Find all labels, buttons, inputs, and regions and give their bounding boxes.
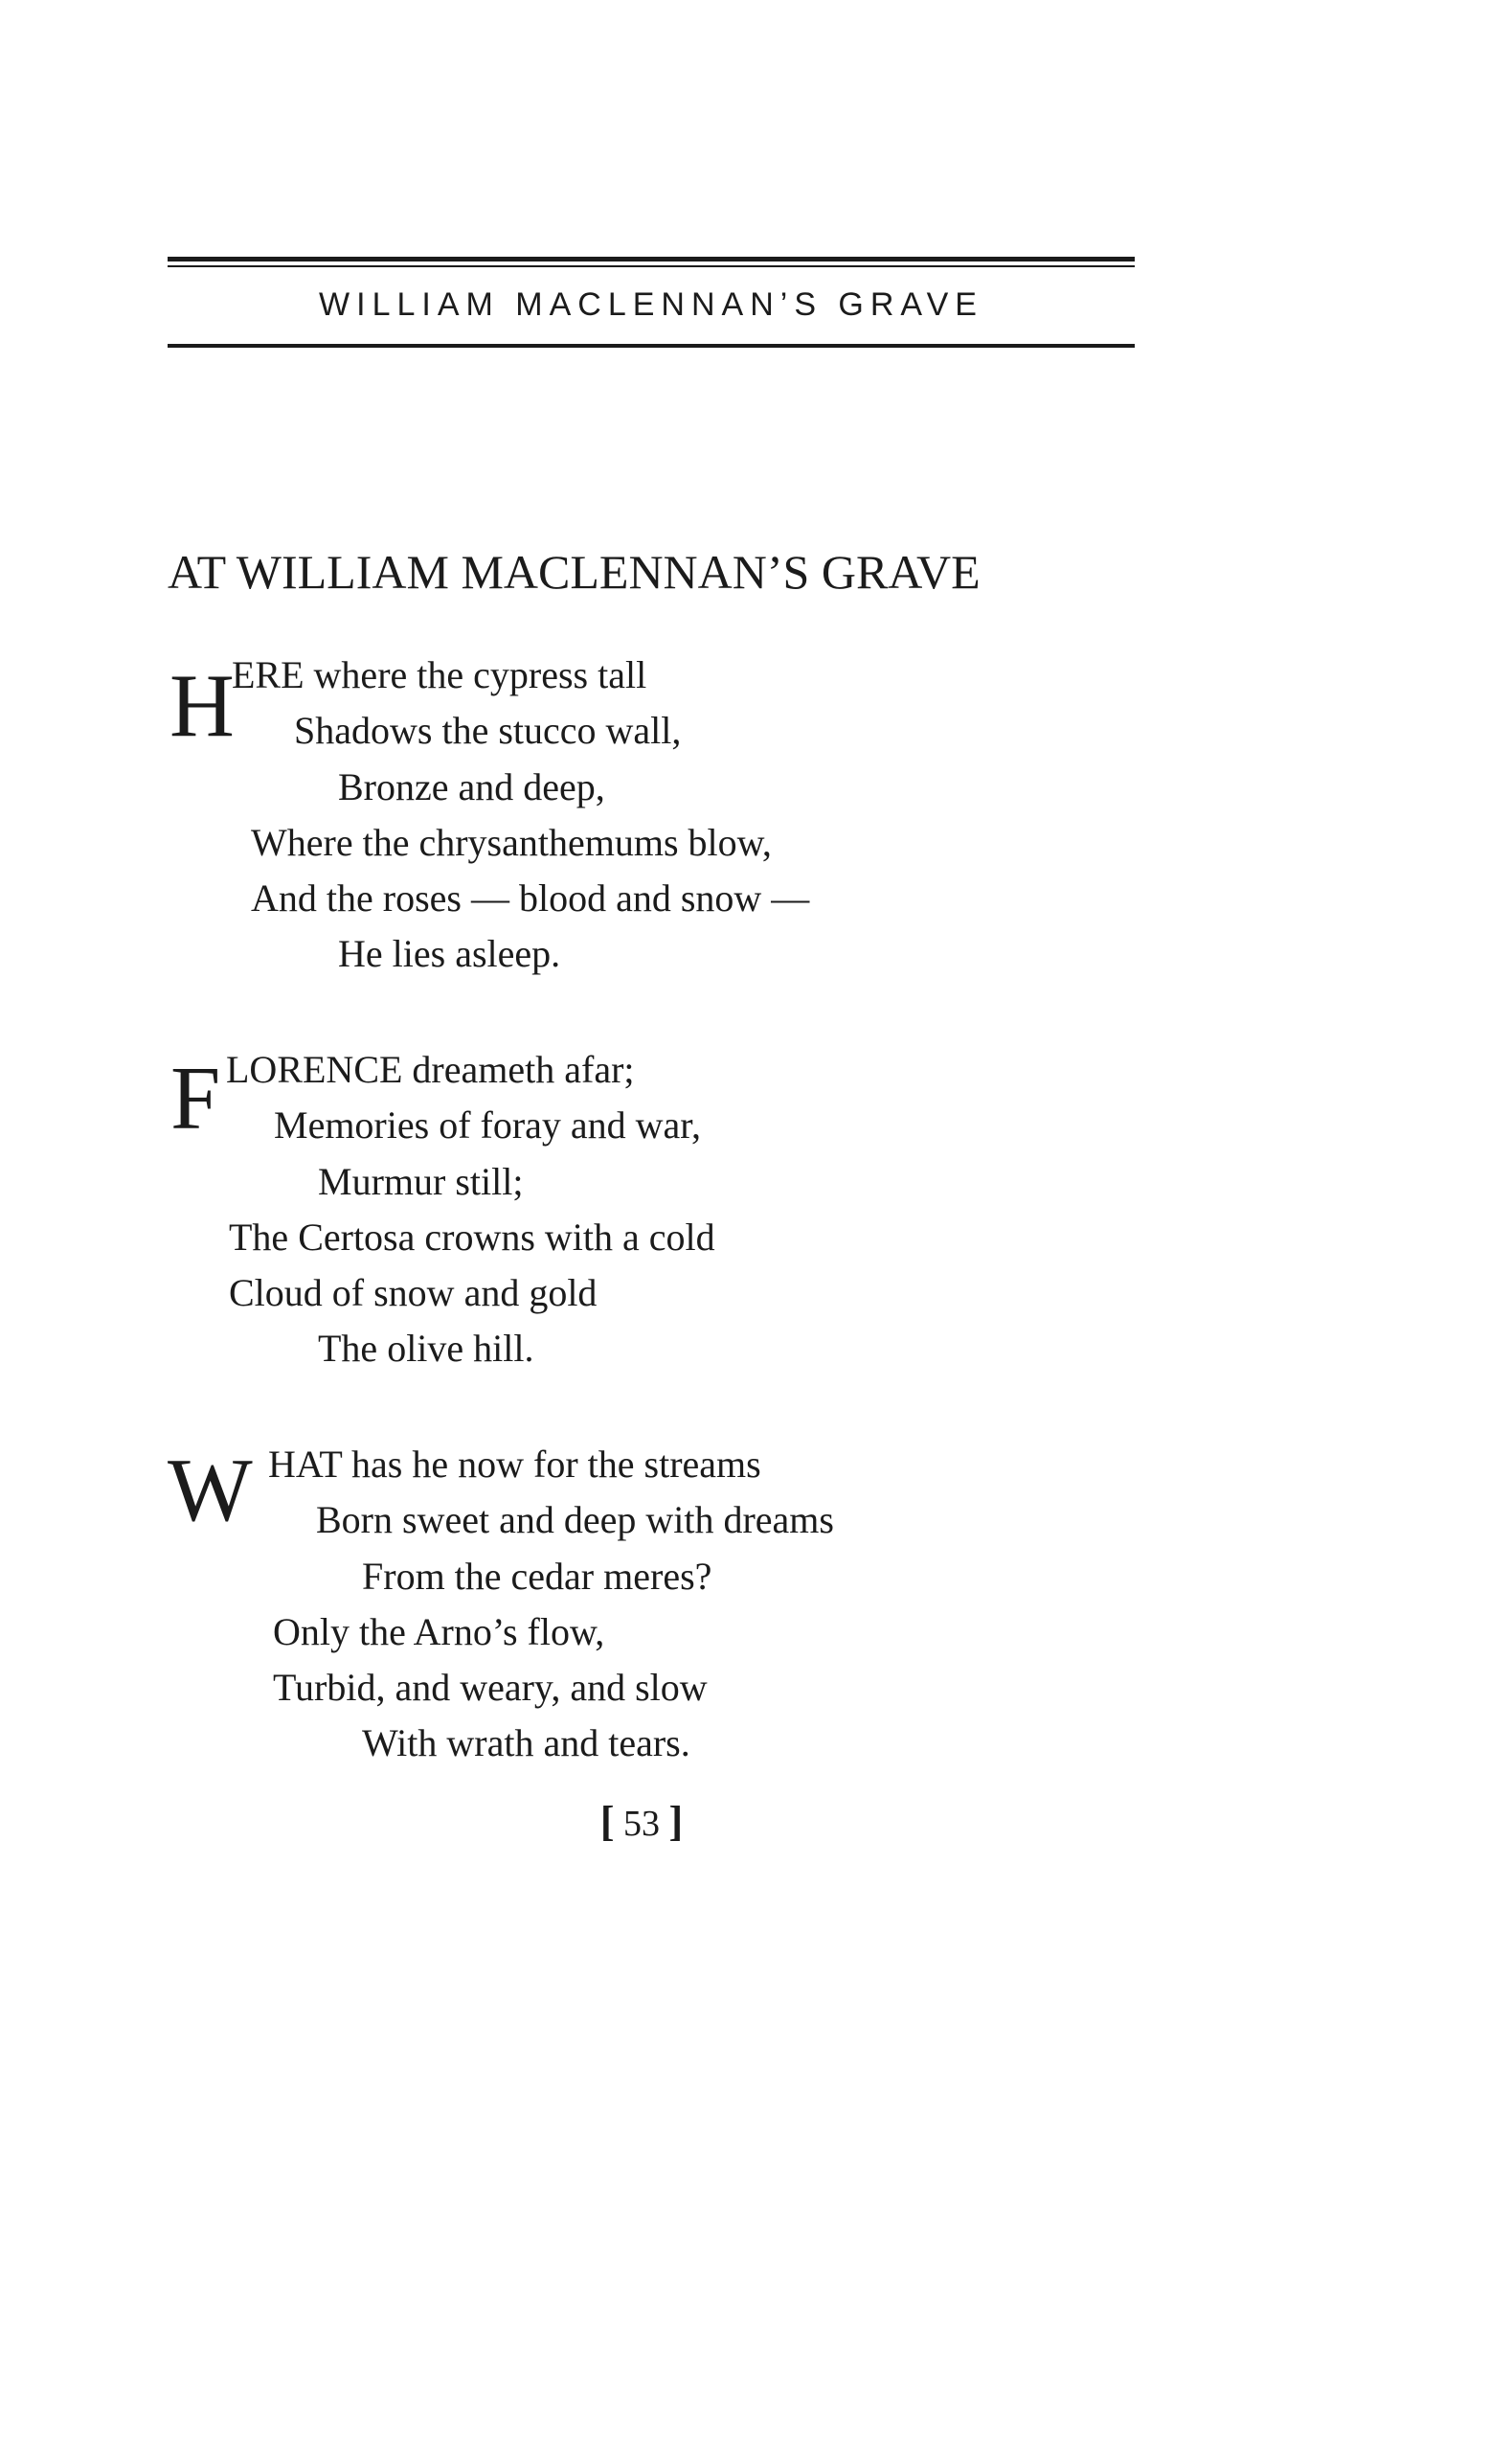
stanza-1: [0, 651, 1512, 996]
poem-line: From the cedar meres?: [362, 1555, 712, 1598]
page-number: [0, 1798, 1283, 1845]
poem-line: Bronze and deep,: [338, 765, 605, 808]
poem-line: Murmur still;: [318, 1160, 524, 1203]
poem-line: He lies asleep.: [338, 932, 561, 975]
poem-line: Cloud of snow and gold: [229, 1271, 598, 1314]
header-rule-thick: [168, 257, 1135, 261]
header-rule-bottom: [168, 344, 1135, 348]
poem-line: Only the Arno’s flow,: [273, 1610, 605, 1653]
poem-line: LORENCE dreameth afar;: [226, 1048, 635, 1091]
poem-line: Turbid, and weary, and slow: [273, 1666, 708, 1709]
page-number-value: 53: [623, 1804, 660, 1844]
poem-line: HAT has he now for the streams: [268, 1443, 761, 1486]
poem-line: Shadows the stucco wall,: [294, 709, 682, 752]
header-rule-thin: [168, 265, 1135, 267]
poem-line: Where the chrysanthemums blow,: [251, 821, 772, 864]
drop-cap-h: H: [169, 656, 235, 756]
poem-line: Memories of foray and war,: [274, 1103, 702, 1147]
page-number-close-bracket: ]: [668, 1798, 684, 1845]
drop-cap-w: W: [168, 1441, 253, 1540]
poem-line: With wrath and tears.: [362, 1721, 690, 1764]
page-number-open-bracket: [: [599, 1798, 615, 1845]
poem-line: And the roses — blood and snow —: [251, 876, 810, 920]
running-head: [168, 257, 1135, 348]
poem-line: Born sweet and deep with dreams: [316, 1498, 834, 1541]
poem-line: The olive hill.: [318, 1327, 534, 1370]
stanza-3: [0, 1441, 1512, 1785]
poem-title: AT WILLIAM MACLENNAN’S GRAVE: [168, 545, 981, 599]
stanza-2: [0, 1046, 1512, 1391]
running-head-title: WILLIAM MACLENNAN’S GRAVE: [319, 286, 983, 323]
drop-cap-f: F: [170, 1049, 221, 1148]
poem-line: The Certosa crowns with a cold: [229, 1216, 715, 1259]
poem-line: ERE where the cypress tall: [232, 653, 647, 696]
